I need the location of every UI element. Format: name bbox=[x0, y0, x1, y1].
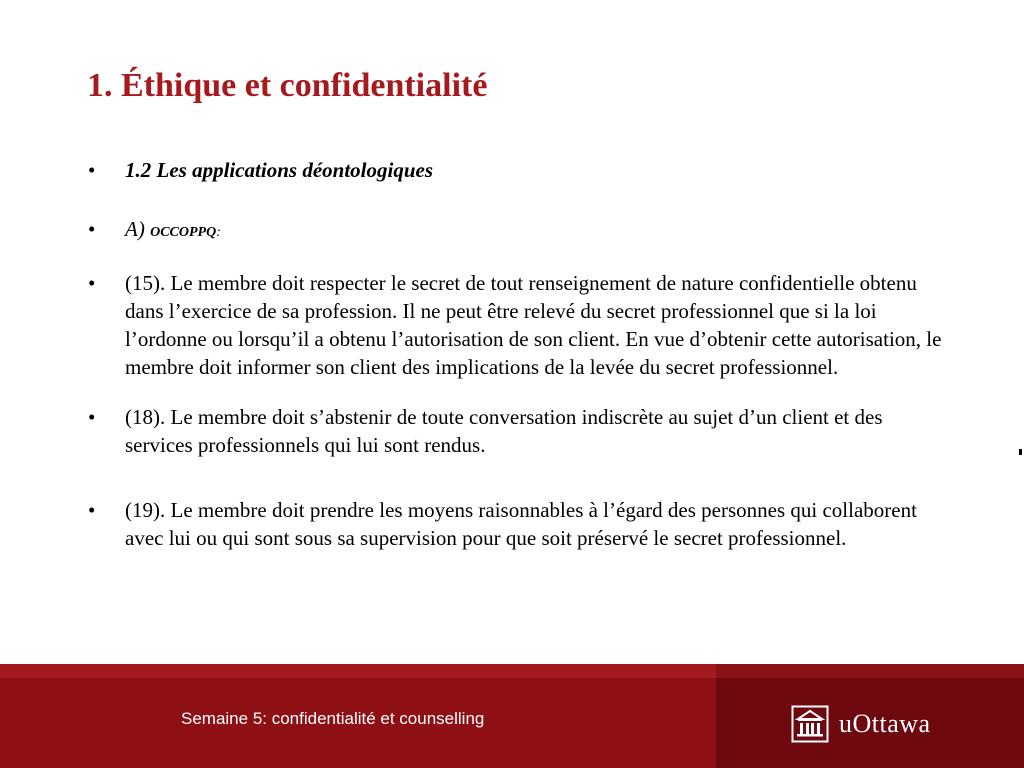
bullet-marker: • bbox=[88, 498, 96, 522]
bullet-list bbox=[88, 156, 948, 552]
footer-bar bbox=[0, 664, 1024, 768]
section-heading: 1.2 Les applications déontologiques bbox=[125, 158, 434, 182]
bullet-item bbox=[88, 215, 948, 247]
subsection-suffix: : bbox=[216, 225, 221, 240]
bullet-item bbox=[88, 496, 948, 552]
uottawa-logo bbox=[791, 704, 931, 744]
subsection-acronym: OCCOPPQ bbox=[150, 225, 217, 240]
article-19-text: (19). Le membre doit prendre les moyens raisonnables à l’égard des personnes qui collaborent avec lui ou qui sont sous sa supervision pour que soit préservé le secret professionnel. bbox=[125, 498, 917, 550]
bullet-marker: • bbox=[88, 405, 96, 429]
bullet-marker: • bbox=[88, 158, 96, 182]
footer-logo-band bbox=[716, 664, 1024, 678]
bullet-item bbox=[88, 403, 948, 459]
article-15-text: (15). Le membre doit respecter le secret de tout renseignement de nature confidentielle obtenu dans l’exercice de sa profession. Il ne peut être relevé du secret professionnel que si la loi l’ordonne ou lorsqu’il a obtenu l’autorisation de son client. En vue d’obtenir cette autorisation, le membre doit informer son client des implications de la levée du secret professionnel. bbox=[125, 271, 942, 379]
logo-wordmark: uOttawa bbox=[839, 709, 931, 738]
bullet-item bbox=[88, 269, 948, 381]
edge-mark bbox=[1019, 449, 1022, 455]
subsection-prefix: A) bbox=[125, 217, 151, 241]
footer-caption: Semaine 5: confidentialité et counselling bbox=[181, 709, 485, 728]
slide-title: 1. Éthique et confidentialité bbox=[87, 67, 488, 104]
bullet-item bbox=[88, 156, 948, 184]
university-building-icon bbox=[791, 705, 829, 743]
bullet-marker: • bbox=[88, 271, 96, 295]
article-18-text: (18). Le membre doit s’abstenir de toute conversation indiscrète au sujet d’un client et des services professionnels qui lui sont rendus. bbox=[125, 405, 883, 457]
bullet-marker: • bbox=[88, 217, 96, 241]
